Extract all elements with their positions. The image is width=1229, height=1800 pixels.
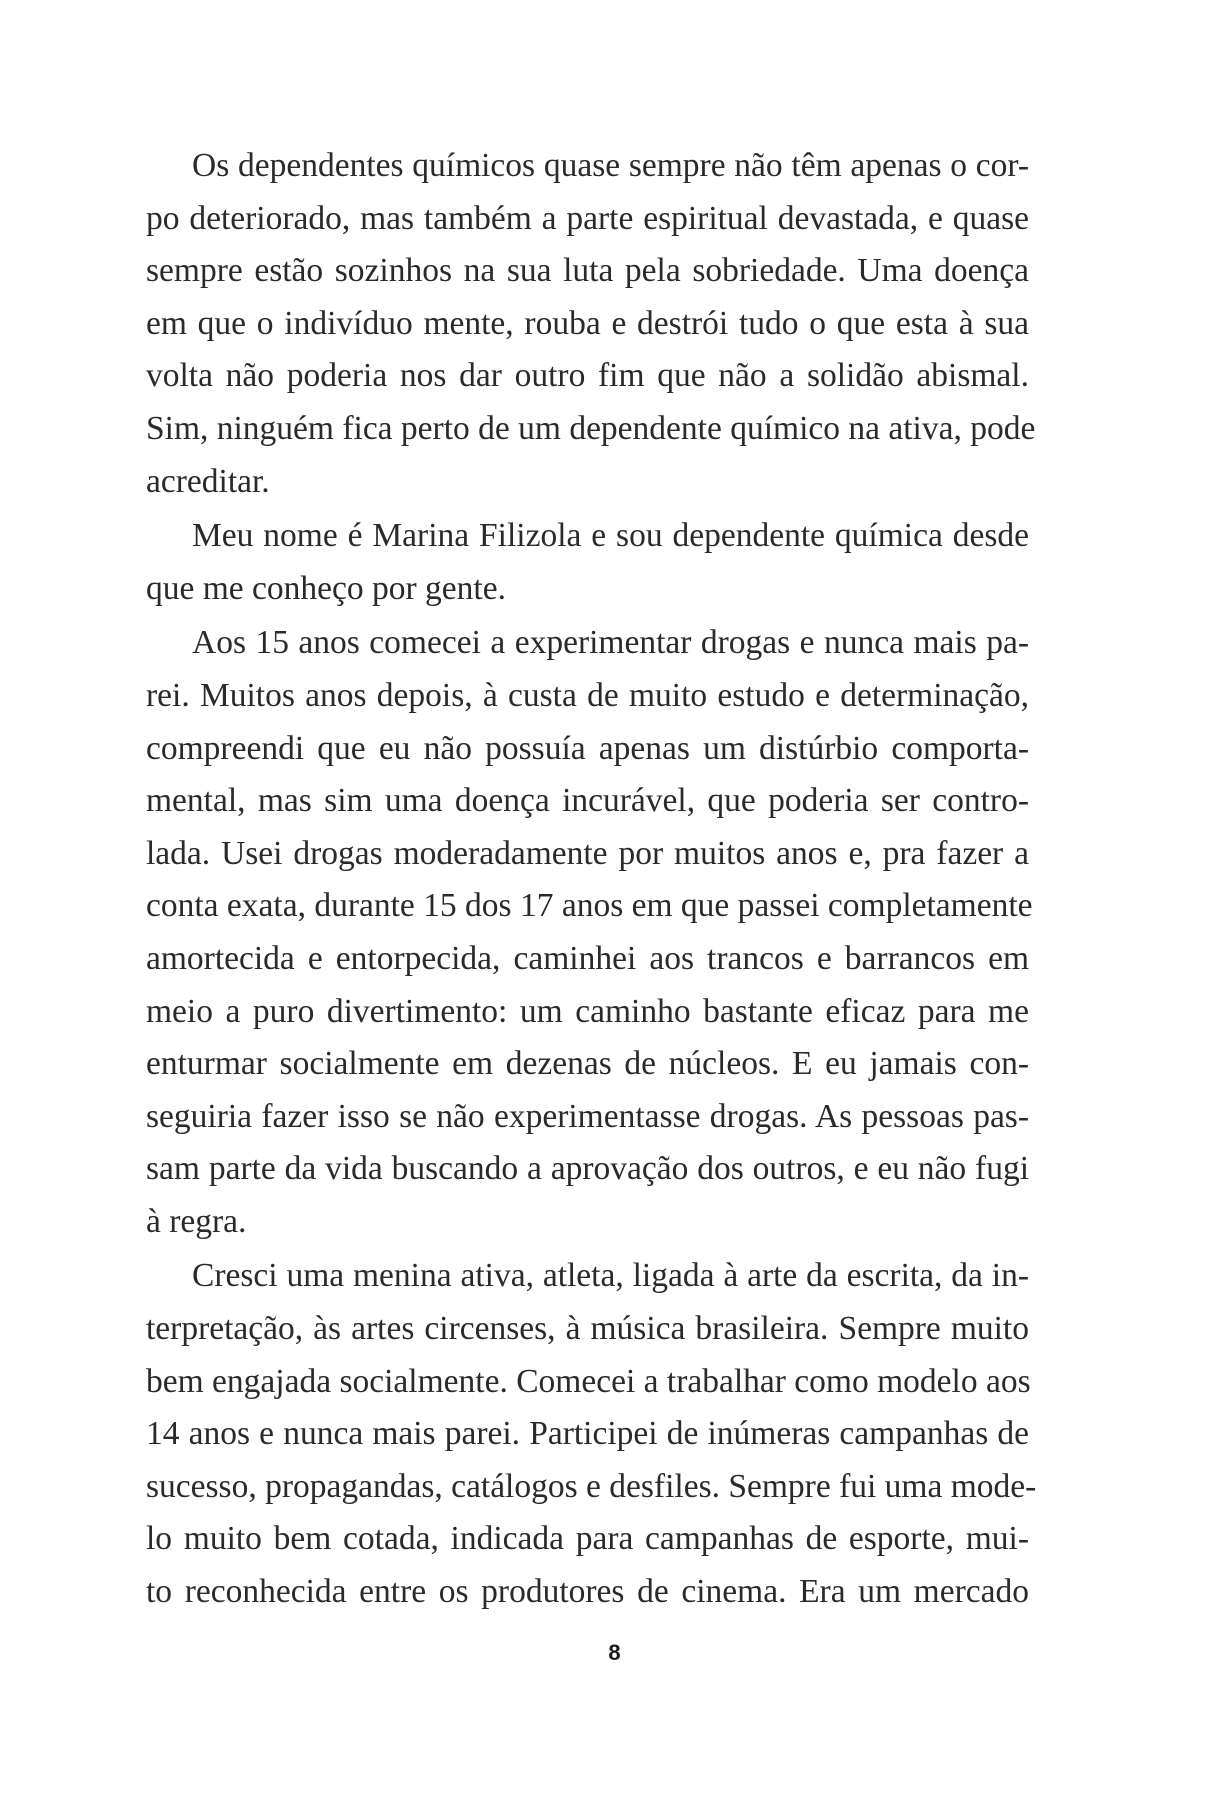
text-line: to reconhecida entre os produtores de cinema. Era um mercado	[146, 1573, 1029, 1611]
text-line: Os dependentes químicos quase sempre não têm apenas o cor-	[192, 147, 1029, 184]
text-line: po deteriorado, mas também a parte espiritual devastada, e quase	[146, 199, 1029, 237]
text-line: seguiria fazer isso se não experimentasse drogas. As pessoas pas-	[146, 1097, 1029, 1135]
text-line: Meu nome é Marina Filizola e sou dependente química desde	[192, 517, 1029, 555]
text-line: rei. Muitos anos depois, à custa de muito estudo e determinação,	[146, 676, 1029, 714]
text-line: compreendi que eu não possuía apenas um distúrbio comporta-	[146, 729, 1029, 767]
text-line: Cresci uma menina ativa, atleta, ligada à arte da escrita, da in-	[192, 1257, 1029, 1295]
text-line: sam parte da vida buscando a aprovação dos outros, e eu não fugi	[146, 1150, 1029, 1188]
text-line: mental, mas sim uma doença incurável, que poderia ser contro-	[146, 782, 1029, 820]
text-line: sucesso, propagandas, catálogos e desfiles. Sempre fui uma mode-	[146, 1467, 1037, 1505]
paragraph-4	[146, 1250, 1037, 1618]
body-text	[146, 140, 1037, 1619]
text-line: terpretação, às artes circenses, à música brasileira. Sempre muito	[146, 1310, 1029, 1348]
page-number: 8	[608, 1640, 621, 1665]
text-line: Aos 15 anos comecei a experimentar drogas e nunca mais pa-	[192, 624, 1029, 662]
paragraph-1	[146, 140, 1036, 508]
paragraph-2	[146, 510, 1029, 615]
text-line: sempre estão sozinhos na sua luta pela sobriedade. Uma doença	[146, 252, 1029, 290]
text-line: que me conheço por gente.	[146, 569, 506, 607]
text-line: enturmar socialmente em dezenas de núcleos. E eu jamais con-	[146, 1045, 1029, 1083]
text-line: conta exata, durante 15 dos 17 anos em que passei completamente	[146, 887, 1033, 925]
text-line: amortecida e entorpecida, caminhei aos trancos e barrancos em	[146, 939, 1029, 977]
text-line: volta não poderia nos dar outro fim que não a solidão abismal.	[146, 357, 1029, 395]
text-line: acreditar.	[146, 462, 270, 500]
text-line: meio a puro divertimento: um caminho bastante eficaz para me	[146, 992, 1029, 1030]
text-line: Sim, ninguém fica perto de um dependente químico na ativa, pode	[146, 409, 1036, 447]
text-line: 14 anos e nunca mais parei. Participei de inúmeras campanhas de	[146, 1415, 1029, 1453]
text-line: lo muito bem cotada, indicada para campanhas de esporte, mui-	[146, 1520, 1029, 1558]
text-line: em que o indivíduo mente, rouba e destrói tudo o que esta à sua	[146, 304, 1029, 342]
text-line: lada. Usei drogas moderadamente por muitos anos e, pra fazer a	[146, 834, 1029, 872]
text-line: bem engajada socialmente. Comecei a trabalhar como modelo aos	[146, 1362, 1031, 1400]
paragraph-3	[146, 617, 1033, 1248]
text-line: à regra.	[146, 1202, 247, 1240]
